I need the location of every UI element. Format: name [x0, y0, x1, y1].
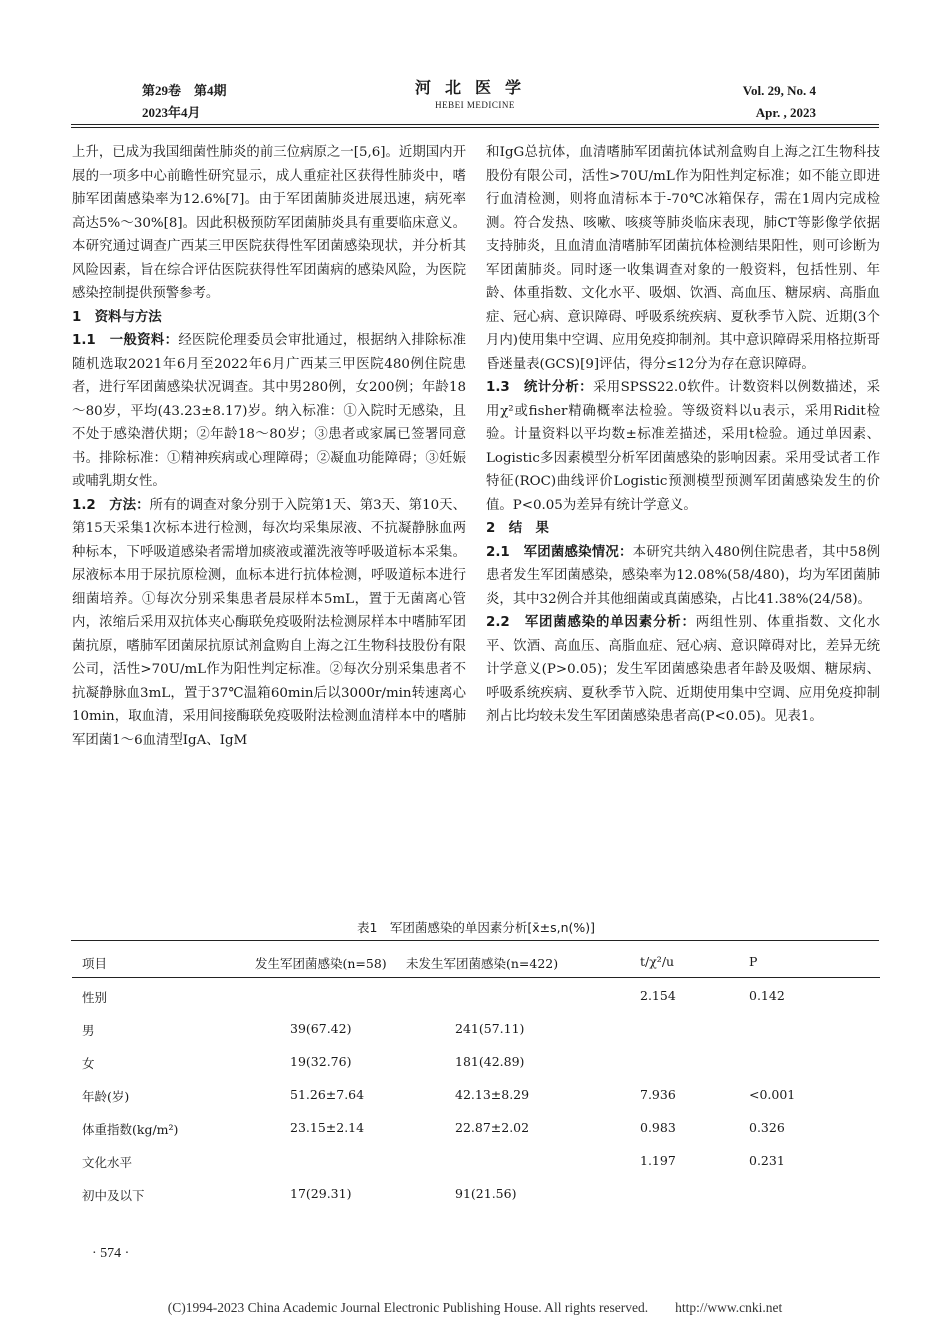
section-1-1: [72, 329, 466, 494]
volume-issue-cn: 第29卷 第4期: [142, 83, 227, 98]
right-column: [486, 141, 880, 729]
table-cell: 91(21.56): [455, 1186, 517, 1201]
table-header-rule: [72, 977, 880, 978]
section-1-1-text: 经医院伦理委员会审批通过，根据纳入排除标准随机选取2021年6月至2022年6月广西某三甲医院480例住院患者，进行军团菌感染状况调查。其中男280例，女200例；年龄18～80岁，平均(43.23±8.17)岁。纳入标准：①入院时无感染，且不处于感染潜伏期；②年龄18～80岁；③患者或家属已签署同意书。排除标准：①精神疾病或心理障碍；②凝血功能障碍；③妊娠或哺乳期女性。: [72, 333, 466, 489]
section-2-1-title: 2.1 军团菌感染情况：: [486, 544, 633, 560]
table-row: [72, 1145, 880, 1178]
table-cell: 22.87±2.02: [455, 1120, 530, 1135]
section-1-2: [72, 494, 466, 753]
table-cell: 0.326: [749, 1120, 785, 1135]
section-2-1: [486, 541, 880, 612]
table-row: [72, 1013, 880, 1046]
header-left: [142, 80, 227, 124]
table-cell: 23.15±2.14: [290, 1120, 365, 1135]
table-row: [72, 1079, 880, 1112]
table-header-statistic: t/χ²/u: [640, 954, 675, 969]
copyright-footer: (C)1994-2023 China Academic Journal Electronic Publishing House. All rights reserved. http://www.cnki.net: [167, 1300, 783, 1315]
section-1-3: [486, 376, 880, 517]
table-cell: 241(57.11): [455, 1021, 525, 1036]
intro-paragraph: 上升，已成为我国细菌性肺炎的前三位病原之一[5,6]。近期国内开展的一项多中心前瞻性研究显示，成人重症社区获得性肺炎中，嗜肺军团菌感染率为12.6%[7]。由于军团菌肺炎进展迅速，病死率高达5%～30%[8]。因此积极预防军团菌肺炎具有重要临床意义。本研究通过调查广西某三甲医院获得性军团菌感染现状，并分析其风险因素，旨在综合评估医院获得性军团菌病的感染风险，为医院感染控制提供预警参考。: [72, 145, 466, 301]
table-row: [72, 1112, 880, 1145]
table-header-p: P: [749, 954, 758, 969]
table-cell: 男: [82, 1023, 95, 1038]
section-2-2-text: 两组性别、体重指数、文化水平、饮酒、高血压、高脂血症、冠心病、意识障碍对比，差异无统计学意义(P>0.05)；发生军团菌感染患者年龄及吸烟、糖尿病、呼吸系统疾病、夏秋季节入院、近期使用集中空调、应用免疫抑制剂占比均较未发生军团菌感染患者高(P<0.05)。见表1。: [486, 615, 881, 724]
table-cell: 初中及以下: [82, 1188, 145, 1203]
section-1-1-title: 1.1 一般资料：: [72, 333, 179, 348]
table-1: [72, 946, 880, 1211]
section-1-3-text: 采用SPSS22.0软件。计数资料以例数描述，采用χ²或fisher精确概率法检验。等级资料以u表示，采用Ridit检验。计量资料以平均数±标准差描述，采用t检验。通过单因素、Logistic多因素模型分析军团菌感染的影响因素。采用受试者工作特征(ROC)曲线评价Logistic预测模型预测军团菌感染发生的价值。P<0.05为差异有统计学意义。: [486, 380, 880, 513]
table-header-not-infected: 未发生军团菌感染(n=422): [406, 956, 559, 971]
volume-issue-en: Vol. 29, No. 4: [742, 83, 816, 98]
journal-title-cn: 河北医学: [414, 78, 535, 97]
table-cell: 年龄(岁): [82, 1089, 130, 1104]
methods-continued: 和IgG总抗体，血清嗜肺军团菌抗体试剂盒购自上海之江生物科技股份有限公司，活性>70U/mL作为阳性判定标准；如不能立即进行血清检测，则将血清标本于-70℃冰箱保存，需在1周内完成检测。符合发热、咳嗽、咳痰等肺炎临床表现，肺CT等影像学依据支持肺炎，且血清血清嗜肺军团菌抗体检测结果阳性，则可诊断为军团菌肺炎。同时逐一收集调查对象的一般资料，包括性别、年龄、体重指数、文化水平、吸烟、饮酒、高血压、糖尿病、高脂血症、冠心病、意识障碍、呼吸系统疾病、夏秋季节入院、近期(3个月内)使用集中空调、应用免疫抑制剂。其中意识障碍采用格拉斯哥昏迷量表(GCS)[9]评估，得分≤12分为存在意识障碍。: [486, 145, 880, 372]
table-cell: 51.26±7.64: [290, 1087, 365, 1102]
table-header-row: [72, 946, 880, 979]
table-cell: 7.936: [640, 1087, 676, 1102]
table-top-rule: [71, 940, 879, 941]
section-1-heading: 1 资料与方法: [72, 309, 162, 325]
table-cell: 39(67.42): [290, 1021, 352, 1036]
section-1-2-title: 1.2 方法：: [72, 497, 150, 513]
table-cell: <0.001: [749, 1087, 796, 1102]
table-row: [72, 980, 880, 1013]
date-cn: 2023年4月: [142, 105, 201, 120]
header-rule: [71, 124, 879, 125]
table-header-infected: 发生军团菌感染(n=58): [255, 956, 387, 971]
table-caption: 表1 军团菌感染的单因素分析[x̄±s,n(%)]: [356, 920, 596, 935]
journal-title-en: HEBEI MEDICINE: [435, 100, 515, 110]
section-2-heading: 2 结 果: [486, 521, 549, 536]
table-cell: 17(29.31): [290, 1186, 352, 1201]
table-cell: 体重指数(kg/m²): [82, 1122, 179, 1137]
header-right: [743, 80, 816, 124]
section-1-3-title: 1.3 统计分析：: [486, 380, 593, 395]
table-cell: 文化水平: [82, 1155, 133, 1170]
header-rule-thin: [71, 127, 879, 128]
table-cell: 0.142: [749, 988, 785, 1003]
table-cell: 42.13±8.29: [455, 1087, 530, 1102]
table-cell: 181(42.89): [455, 1054, 525, 1069]
table-cell: 2.154: [640, 988, 676, 1003]
page-number: · 574 ·: [92, 1246, 130, 1261]
section-1-2-text: 所有的调查对象分别于入院第1天、第3天、第10天、第15天采集1次标本进行检测，每次均采集尿液、不抗凝静脉血两种标本，下呼吸道感染者需增加痰液或灌洗液等呼吸道标本采集。尿液标本用于尿抗原检测，血标本进行抗体检测，呼吸道标本进行细菌培养。①每次分别采集患者晨尿样本5mL，置于无菌离心管内，浓缩后采用双抗体夹心酶联免疫吸附法检测尿样本中嗜肺军团菌抗原，嗜肺军团菌尿抗原试剂盒购自上海之江生物科技股份有限公司，活性>70U/mL作为阳性判定标准。②每次分别采集患者不抗凝静脉血3mL，置于37℃温箱60min后以3000r/min转速离心10min，取血清，采用间接酶联免疫吸附法检测血清样本中的嗜肺军团菌1～6血清型IgA、IgM: [72, 497, 466, 748]
table-cell: 1.197: [640, 1153, 676, 1168]
table-header-item: 项目: [82, 956, 108, 971]
table-cell: 19(32.76): [290, 1054, 352, 1069]
table-cell: 0.231: [749, 1153, 785, 1168]
table-row: [72, 1178, 880, 1211]
header-center: [380, 78, 570, 112]
section-2-1-text: 本研究共纳入480例住院患者，其中58例患者发生军团菌感染，感染率为12.08%(58/480)，均为军团菌肺炎，其中32例合并其他细菌或真菌感染，占比41.38%(24/58)。: [486, 544, 880, 607]
table-row: [72, 1046, 880, 1079]
section-2-2-title: 2.2 军团菌感染的单因素分析：: [486, 615, 696, 630]
table-cell: 0.983: [640, 1120, 676, 1135]
date-en: Apr. , 2023: [755, 105, 816, 120]
section-2-2: [486, 611, 880, 729]
table-cell: 女: [82, 1056, 95, 1071]
left-column: [72, 141, 466, 752]
table-cell: 性别: [82, 990, 108, 1005]
page-header: [0, 0, 950, 130]
